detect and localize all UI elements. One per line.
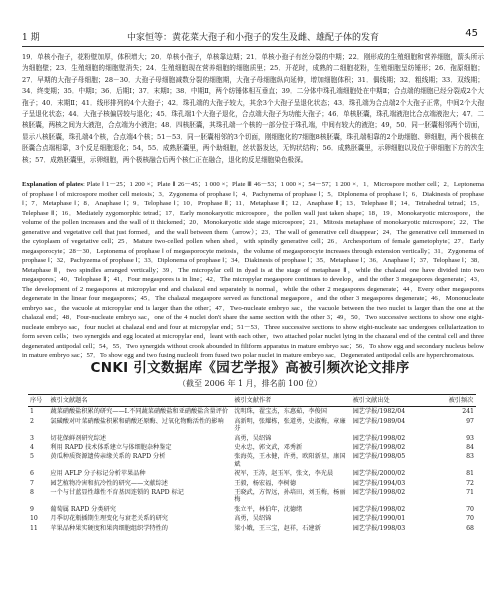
cell-author: 梁小娥，王三宝，赵祥，石建新 [234,524,321,532]
plate-caption-chinese: 19．单核小孢子，花粉壁加厚，体积增大；20．单核小孢子，单核靠边期；21．单核小孢子有丝分裂的中期；22．刚形成的生殖细胞和营养细胞，箭头所示为细胞壁；23．生殖细胞的细胞壁消失；24．生殖细胞现在营养细胞的细胞质里；25．开花时，成熟的二细胞花粉，生殖细胞呈纺锤形；26．孢原细胞；27．早期的大孢子母细胞；28－30．大孢子母细胞减数分裂的细胞期，大孢子母细胞纵向延伸，增加细胞体积；31．偶线期；32．粗线期；33．双线期；34．终变期；35．中期Ⅰ；36．后期Ⅰ；37．末期Ⅰ；38．中期Ⅱ，两个纺锤体相互垂直；39．二分体中珠孔端细胞处在中期Ⅱ；合点端的细胞已经分裂成2个大孢子；40．末期Ⅱ；41．线形排列的4个大孢子；42．珠孔端的大孢子较大，其余3个大孢子呈退化状态；43．珠孔端为合点端2个大孢子正常，中间2个大孢子呈退化状态；44．大孢子核偏居较与退化；45．珠孔端1个大孢子退化，合点端大孢子为功能大孢子；46．单核胚囊，珠孔端液泡比合点端液泡大；47．二核胚囊，两核之间为大液泡，合点端为小液泡；48．四核胚囊，其珠孔端一个核的一部分位于珠孔端，中间有较大的液泡；49，50．同一胚囊相邻两个切面，显示八核胚囊，珠孔端4个核，合点端4个核；51－53．同一胚囊相邻的3个切面，刚细胞化的7细胞8核胚囊，珠孔端相靠的2个助细胞、卵细胞，两个极核在胚囊合点端相靠，3个反足细胞退化；54，55．成熟胚囊里，两个助细胞，丝状器发达，无钩状结构；56．成熟胚囊里，示卵细胞以及位于卵细胞下方的次生核；57．成熟胚囊里，示卵细胞，两个极核融合后两个核仁正在融合，退化的反足细胞染色极深。 [22,53,484,164]
cell-count: 97 [466,417,474,425]
cell-title: 月季切花瓶插期生理变化与衰老关系的研究 [50,515,168,523]
cell-seq: 2 [30,417,34,425]
table-row [28,452,476,469]
running-title: 中家恒等：黄花菜大孢子和小孢子的发生及雌、雄配子体的发育 [126,33,379,43]
cell-source: 园艺学报/1998/02 [352,505,406,513]
cell-seq: 10 [30,515,38,523]
cell-seq: 11 [30,524,38,532]
table-row [28,505,476,514]
table-row [28,488,476,505]
cell-count: 70 [466,515,474,523]
table-row [28,434,476,443]
cell-title: 葡萄属 RAPD 分类研究 [50,505,116,513]
cell-title: 园艺植物冷害和抗冷性的研究——文献综述 [50,479,168,487]
cell-count: 84 [466,444,474,452]
page-number: 45 [465,28,478,39]
cell-source: 园艺学报/2000/02 [352,470,406,478]
cell-count: 81 [466,470,474,478]
cell-count: 70 [466,505,474,513]
col-header-author: 被引文献作者 [232,395,350,407]
cell-author: 高勇，吴绍锦 [234,515,272,523]
table-row [28,479,476,488]
cell-count: 68 [466,524,474,532]
cell-author: 祝军，王涛，赵玉军，张文，李光晨 [234,470,334,478]
cell-author: 张海英，王永健，许勇，欧阳新星，康国斌 [234,453,346,468]
cell-source: 园艺学报/1982/04 [352,408,406,416]
cell-title: 一个与甘蓝显性雄性不育基因连锁的 RAPD 标记 [50,489,184,497]
cell-count: 83 [466,453,474,461]
ranking-subtitle: （截至 2006 年 1 月，排名前 100 位） [178,379,322,388]
issue-number: 1 期 [22,33,40,43]
col-header-seq: 序号 [28,395,48,407]
cell-author: 高新明，张耀栋，张道勇，史淑梅，章廉芬 [234,417,346,433]
cell-source: 园艺学报/1994/03 [352,479,406,487]
cell-source: 园艺学报/1998/03 [352,524,406,532]
running-header [22,28,484,44]
cell-title: 蔬菜硝酸盐积累的研究——Ⅰ.不同蔬菜硝酸盐和亚硝酸盐含量评价 [50,408,229,416]
cell-title: 黄瓜种质资源遗传亲缘关系的 RAPD 分析 [50,453,166,461]
table-header-row [28,395,476,407]
cell-seq: 6 [30,470,34,478]
cell-source: 园艺学报/1990/01 [352,515,406,523]
cell-seq: 3 [30,434,34,442]
cell-author: 王晓武，方智远，孙培田，刘玉梅，杨丽梅 [234,489,346,504]
explanation-text: : Plate Ⅰ 1－25；1 200 ×；Plate Ⅱ 26－45；1 000 ×；Plate Ⅲ 46－53；1 000 ×；54－57；1 200 ×．1．Microspore mother cell；2．Leptonema of prophase Ⅰ of microspore mother cell meiosis；3．Zygonema of prophase Ⅰ；4．Pachynema of prophase Ⅰ；5．Diplonema of prophase Ⅰ；6．Diakinesis of prophase Ⅰ；7．Metaphase Ⅰ；8．Anaphase Ⅰ；9．Telophase Ⅰ；10．Prophase Ⅱ；11．Metaphase Ⅱ；12．Anaphase Ⅱ；13．Telephase Ⅱ；14．Tetrahedral tetrad；15．Telephase Ⅱ；16．Mediately zygomorphic tetrad；17．Early monokaryotic microspore，the pollen wall just taken shape；18，19．Monokaryotic microspore，the volume of the pollen increases and the wall of it thickened；20．Monokaryotic side stage microspore；21．Mitosis metaphase of monokaryotic microspore；22．The generative and vegetative cell that just formed，and the wall between them（arrow）；23．The wall of generative cell disappear；24．The generative cell immersed in the cytoplasm of vegetative cell；25．Mature two-celled pollen when shed，with spindly generative cell；26．Archesporium of female gametophyte；27．Early megasporocyte；28－30．Leptonema of prophase Ⅰ of megasporocyte meiosis，the volume of megasporocyte increases through extension vertically；31．Zygonema of prophase Ⅰ；32．Pachyzema of prophase Ⅰ；33．Diplonema of prophase Ⅰ；34．Diakinesis of prophase Ⅰ；35．Metaphase Ⅰ；36．Anaphase Ⅰ；37．Telophase Ⅰ；38．Metaphase Ⅱ，two spindles arranged vertically；39．The micropylar cell in dyad is at the stage of metaphase Ⅱ，while the chalazal one have divided into two megaspores；40．Telophase Ⅱ；41．Four megaspores is in line；42．The micropylar megaspore continues to develop，and the other 3 megaspores degenerate；43．The development of 2 megaspores at micropylar end and chalazal end separately is normal，while the other 2 megaspores degenerate；44．Every other megaspores degenerate in the linear four megaspores；45．The chalazal megaspore served as functional megaspore，and the other 3 megaspores degenerate；46．Mononucleate embryo sac，the vacuole at micropylar end is larger than the other；47．Two-nucleate embryo sac，the vacuole between the two nuclei is larger than the one at the chalazal end；48．Four-nucleate embryo sac，one of the 4 nuclei don't share the same section with the other 3；49，50．Two successive sections to show one eight-nucleate embryo sac，four nuclei at chalazal end and four at micropylar end；51－53．Three successive sections to show eight-nucleate sac undergoes cellularization to form seven cells；two synergids and egg located at micropylar end，leant with each other，two attached polar nuclei lying in the chazaral end of the central cell and three degenerated antipodal cell；54，55．Two synergids without crook abounded in filiform apparatus in mature embryo sac；56．To show egg and secondary nucleus below in mature embryo sac；57．To show egg and two fusing nucleoli from fused two polar nuclei in mature embryo sac．Degenerated antipodal cells are hyperchromatous. [22,181,484,359]
cell-title: 苹果品种果实硬度和果肉细胞组织学特性的 [50,524,168,532]
table-body [28,407,476,533]
cell-seq: 5 [30,453,34,461]
cell-title: 利用 RAPD 技术体系建立与体细胞杂种鉴定 [50,444,172,452]
cell-title: 切花保鲜剂研究综述 [50,434,107,442]
cell-seq: 4 [30,444,34,452]
cell-seq: 7 [30,479,34,487]
col-header-title: 被引文献题名 [48,395,232,407]
citation-ranking-table [28,394,476,533]
plate-caption-english [22,180,484,359]
cell-seq: 9 [30,505,34,513]
cell-source: 园艺学报/1998/02 [352,444,406,452]
table-row [28,524,476,533]
cell-seq: 8 [30,489,34,497]
col-header-count: 被引频次 [447,395,476,407]
cell-count: 71 [466,489,474,497]
explanation-heading: Explanation of plates [22,181,83,188]
table-row [28,417,476,434]
cell-author: 沈明珠，翟宝杰，东惠茹，李俊国 [234,408,327,416]
cell-author: 王毅，杨宏福，李树德 [234,479,297,487]
cell-source: 园艺学报/1998/05 [352,453,406,461]
cell-title: 应用 AFLP 分子标记分析苹果品种 [50,470,146,478]
cell-author: 高勇，吴绍锦 [234,434,272,442]
cell-source: 园艺学报/1998/02 [352,489,406,497]
cell-count: 93 [466,434,474,442]
cell-source: 园艺学报/1998/02 [352,434,406,442]
cell-author: 张立平，林伯年，沈德绪 [234,505,303,513]
cell-count: 72 [466,479,474,487]
table-row [28,514,476,523]
table-row [28,443,476,452]
table-row [28,407,476,417]
cell-count: 241 [462,408,474,416]
cell-author: 史永忠，郭文武，邓秀新 [234,444,303,452]
cell-seq: 1 [30,408,34,416]
cell-source: 园艺学报/1989/04 [352,417,406,425]
table-row [28,469,476,478]
col-header-source: 被引文献出处 [351,395,447,407]
cell-title: 氯磺酸对叶菜硝酸盐积累和硝酸还原酶、过氧化物酶活性的影响 [50,417,224,425]
header-rule [22,46,484,47]
ranking-title: CNKI 引文数据库《园艺学报》高被引频次论文排序 [90,360,410,376]
